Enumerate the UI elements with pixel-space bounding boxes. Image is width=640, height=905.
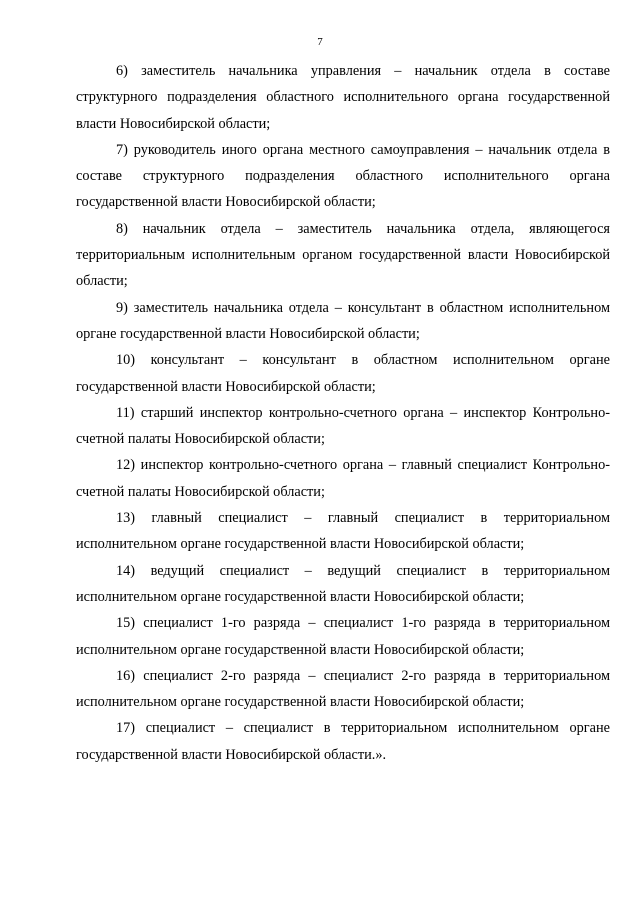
list-item-16: 16) специалист 2-го разряда – специалист 2-го разряда в территориальном исполнительном органе государственной власти Новосибирской области;: [76, 667, 610, 711]
document-body: [76, 58, 610, 768]
list-item-9: 9) заместитель начальника отдела – консультант в областном исполнительном органе государственной власти Новосибирской области;: [76, 299, 610, 342]
list-item-10: 10) консультант – консультант в областном исполнительном органе государственной власти Новосибирской области;: [76, 352, 610, 395]
list-item-13: 13) главный специалист – главный специалист в территориальном исполнительном органе государственной власти Новосибирской области;: [76, 510, 610, 553]
list-item-17: 17) специалист – специалист в территориальном исполнительном органе государственной власти Новосибирской области.».: [76, 720, 610, 763]
list-item-11: 11) старший инспектор контрольно-счетного органа – инспектор Контрольно-счетной палаты Новосибирской области;: [76, 404, 610, 448]
list-item-15: 15) специалист 1-го разряда – специалист 1-го разряда в территориальном исполнительном органе государственной власти Новосибирской области;: [76, 615, 610, 658]
list-item-7: 7) руководитель иного органа местного самоуправления – начальник отдела в составе структурного подразделения областного исполнительного органа государственной власти Новосибирской области;: [76, 141, 610, 211]
list-item-8: 8) начальник отдела – заместитель начальника отдела, являющегося территориальным исполнительным органом государственной власти Новосибирской области;: [76, 220, 610, 290]
page-number: 7: [317, 36, 323, 48]
list-item-12: 12) инспектор контрольно-счетного органа – главный специалист Контрольно-счетной палаты Новосибирской области;: [76, 457, 610, 500]
list-item-14: 14) ведущий специалист – ведущий специалист в территориальном исполнительном органе государственной власти Новосибирской области;: [76, 562, 610, 605]
list-item-6: 6) заместитель начальника управления – начальник отдела в составе структурного подразделения областного исполнительного органа государственной власти Новосибирской области;: [76, 63, 610, 132]
